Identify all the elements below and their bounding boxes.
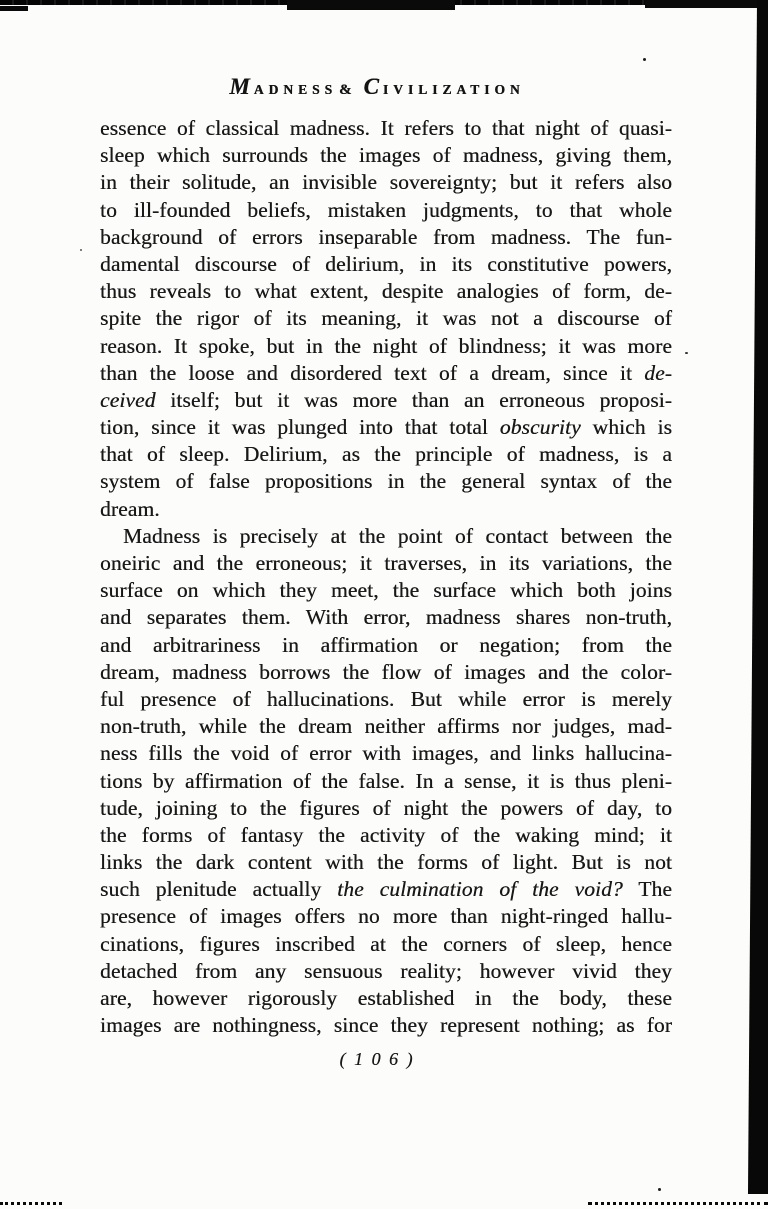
- scan-edge-bottom-right: [588, 1202, 768, 1205]
- text-line: [100, 822, 672, 849]
- text-segment: and arbitrariness in affirmation or negation; from the: [100, 632, 672, 657]
- header-word-ivilization: IVILIZATION: [382, 82, 525, 97]
- text-segment: dream.: [100, 496, 160, 521]
- text-line: [100, 360, 672, 387]
- text-segment: thus reveals to what extent, despite analogies of form, de-: [100, 279, 672, 304]
- scan-edge-right: [746, 0, 768, 1194]
- text-line: [100, 713, 672, 740]
- header-initial-c: C: [363, 74, 383, 99]
- text-segment: are, however rigorously established in the body, these: [100, 986, 672, 1010]
- body-text-block: [100, 115, 672, 1039]
- text-segment: cinations, figures inscribed at the corners of sleep, hence: [100, 931, 672, 956]
- italic-text-segment: obscurity: [499, 415, 581, 440]
- scan-speck: [685, 352, 688, 354]
- text-line: [100, 278, 672, 305]
- text-segment: system of false propositions in the general syntax of the: [100, 469, 672, 494]
- text-line: [100, 632, 672, 659]
- scan-speck: [643, 58, 646, 61]
- text-segment: spite the rigor of its meaning, it was not a discourse of: [100, 306, 672, 331]
- text-line: [100, 468, 672, 495]
- text-line: [100, 197, 672, 224]
- text-segment: background of errors inseparable from madness. The fun-: [100, 224, 672, 249]
- header-word-adness: ADNESS: [253, 82, 338, 97]
- text-segment: and separates them. With error, madness shares non-truth,: [100, 605, 672, 630]
- text-segment: non-truth, while the dream neither affirms nor judges, mad-: [100, 714, 672, 739]
- scan-edge-top-thick: [287, 0, 455, 10]
- scan-edge-top-right: [645, 0, 757, 8]
- text-line: [100, 958, 672, 985]
- text-line: [100, 441, 672, 468]
- scan-speck: [658, 1188, 661, 1191]
- text-line: [100, 169, 672, 196]
- text-segment: which is: [580, 415, 672, 440]
- text-line: [100, 876, 672, 903]
- text-segment: to ill-founded beliefs, mistaken judgments, to that whole: [100, 197, 672, 222]
- text-segment: damental discourse of delirium, in its constitutive powers,: [100, 251, 672, 276]
- text-line: [100, 142, 672, 169]
- text-line: [100, 659, 672, 686]
- text-line: [100, 903, 672, 930]
- text-segment: tude, joining to the figures of night the powers of day, to: [100, 795, 672, 820]
- running-header: [0, 74, 754, 100]
- text-segment: itself; but it was more than an erroneous proposi-: [155, 387, 672, 412]
- text-segment: Madness is precisely at the point of contact between the: [123, 523, 672, 548]
- text-segment: oneiric and the erroneous; it traverses, in its variations, the: [100, 551, 672, 575]
- text-line: [100, 496, 672, 523]
- text-segment: essence of classical madness. It refers to that night of quasi-: [100, 116, 672, 140]
- header-ampersand: &: [339, 82, 357, 98]
- text-line: [100, 1012, 672, 1039]
- text-line: [100, 768, 672, 795]
- text-line: [100, 795, 672, 822]
- text-line: [100, 740, 672, 767]
- text-segment: in their solitude, an invisible sovereignty; but it refers also: [100, 170, 672, 195]
- text-line: [100, 604, 672, 631]
- scan-edge-bottom-left: [0, 1202, 62, 1205]
- text-line: [100, 414, 672, 441]
- text-segment: such plenitude actually: [100, 877, 338, 902]
- text-segment: images are nothingness, since they represent nothing; as for: [100, 1013, 672, 1038]
- text-line: [100, 305, 672, 332]
- italic-text-segment: ceived: [100, 387, 156, 412]
- text-segment: tion, since it was plunged into that total: [100, 415, 500, 440]
- text-segment: tions by affirmation of the false. In a sense, it is thus pleni-: [100, 768, 672, 793]
- text-segment: presence of images offers no more than night-ringed hallu-: [100, 904, 672, 929]
- text-segment: detached from any sensuous reality; however vivid they: [100, 958, 672, 983]
- italic-text-segment: de-: [644, 360, 672, 385]
- text-line: [100, 333, 672, 360]
- page-number: ( 1 0 6 ): [339, 1049, 415, 1069]
- header-initial-m: M: [229, 74, 254, 99]
- text-segment: ness fills the void of error with images, and links hallucina-: [100, 741, 672, 766]
- text-line: [100, 115, 672, 142]
- text-segment: surface on which they meet, the surface which both joins: [100, 578, 672, 603]
- text-segment: The: [622, 877, 672, 902]
- text-segment: dream, madness borrows the flow of images and the color-: [100, 659, 672, 684]
- text-segment: the forms of fantasy the activity of the waking mind; it: [100, 822, 672, 847]
- text-line: [100, 387, 672, 414]
- text-line: [100, 985, 672, 1012]
- text-segment: links the dark content with the forms of light. But is not: [100, 850, 672, 875]
- text-line: [100, 251, 672, 278]
- text-segment: than the loose and disordered text of a dream, since it: [100, 360, 645, 385]
- text-line: [100, 577, 672, 604]
- scan-edge-top-nub: [0, 6, 28, 11]
- text-line: [100, 931, 672, 958]
- text-line: [100, 523, 672, 550]
- text-segment: reason. It spoke, but in the night of blindness; it was more: [100, 333, 672, 358]
- text-segment: ful presence of hallucinations. But while error is merely: [100, 686, 672, 711]
- scan-speck: [80, 249, 82, 251]
- italic-text-segment: the culmination of the void?: [337, 877, 623, 902]
- text-line: [100, 550, 672, 577]
- text-line: [100, 849, 672, 876]
- text-line: [100, 686, 672, 713]
- text-segment: that of sleep. Delirium, as the principle of madness, is a: [100, 442, 672, 467]
- text-segment: sleep which surrounds the images of madness, giving them,: [100, 143, 672, 168]
- text-line: [100, 224, 672, 251]
